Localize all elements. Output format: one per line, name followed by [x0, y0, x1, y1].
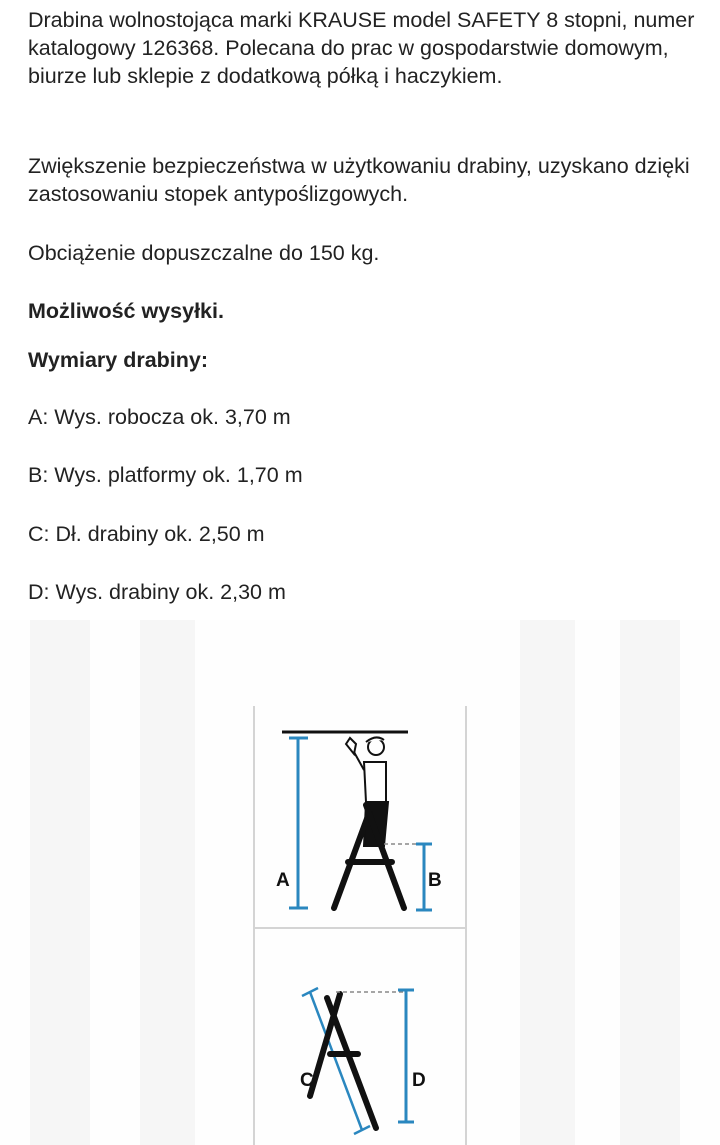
dimensions-heading: Wymiary drabiny:: [28, 348, 209, 372]
safety-paragraph: Zwiększenie bezpieczeństwa w użytkowaniu drabiny, uzyskano dzięki zastosowaniu stopek antypoślizgowych.: [28, 154, 690, 206]
dimension-b-label: B: [428, 870, 442, 891]
person-figure: [346, 737, 388, 846]
dimension-c-label: C: [300, 1070, 314, 1091]
dimension-d-line: [398, 990, 414, 1122]
dimension-d-label: D: [412, 1070, 426, 1091]
shipping-note: Możliwość wysyłki.: [28, 299, 224, 323]
ladder-standing: [334, 805, 404, 908]
load-paragraph: Obciążenie dopuszczalne do 150 kg.: [28, 241, 380, 265]
dimension-b-text: B: Wys. platformy ok. 1,70 m: [28, 463, 303, 487]
dimension-a-line: [289, 738, 308, 908]
dimension-a-text: A: Wys. robocza ok. 3,70 m: [28, 405, 291, 429]
intro-paragraph: Drabina wolnostojąca marki KRAUSE model SAFETY 8 stopni, numer katalogowy 126368. Polecana do prac w gospodarstwie domowym, biurze lub sklepie z dodatkową półką i haczykiem.: [28, 8, 695, 88]
ladder-dimensions-diagram: [0, 620, 720, 1145]
ladder-folded: [310, 994, 376, 1128]
dimension-a-label: A: [276, 870, 290, 891]
dimension-d-text: D: Wys. drabiny ok. 2,30 m: [28, 580, 286, 604]
dimension-c-text: C: Dł. drabiny ok. 2,50 m: [28, 522, 265, 546]
